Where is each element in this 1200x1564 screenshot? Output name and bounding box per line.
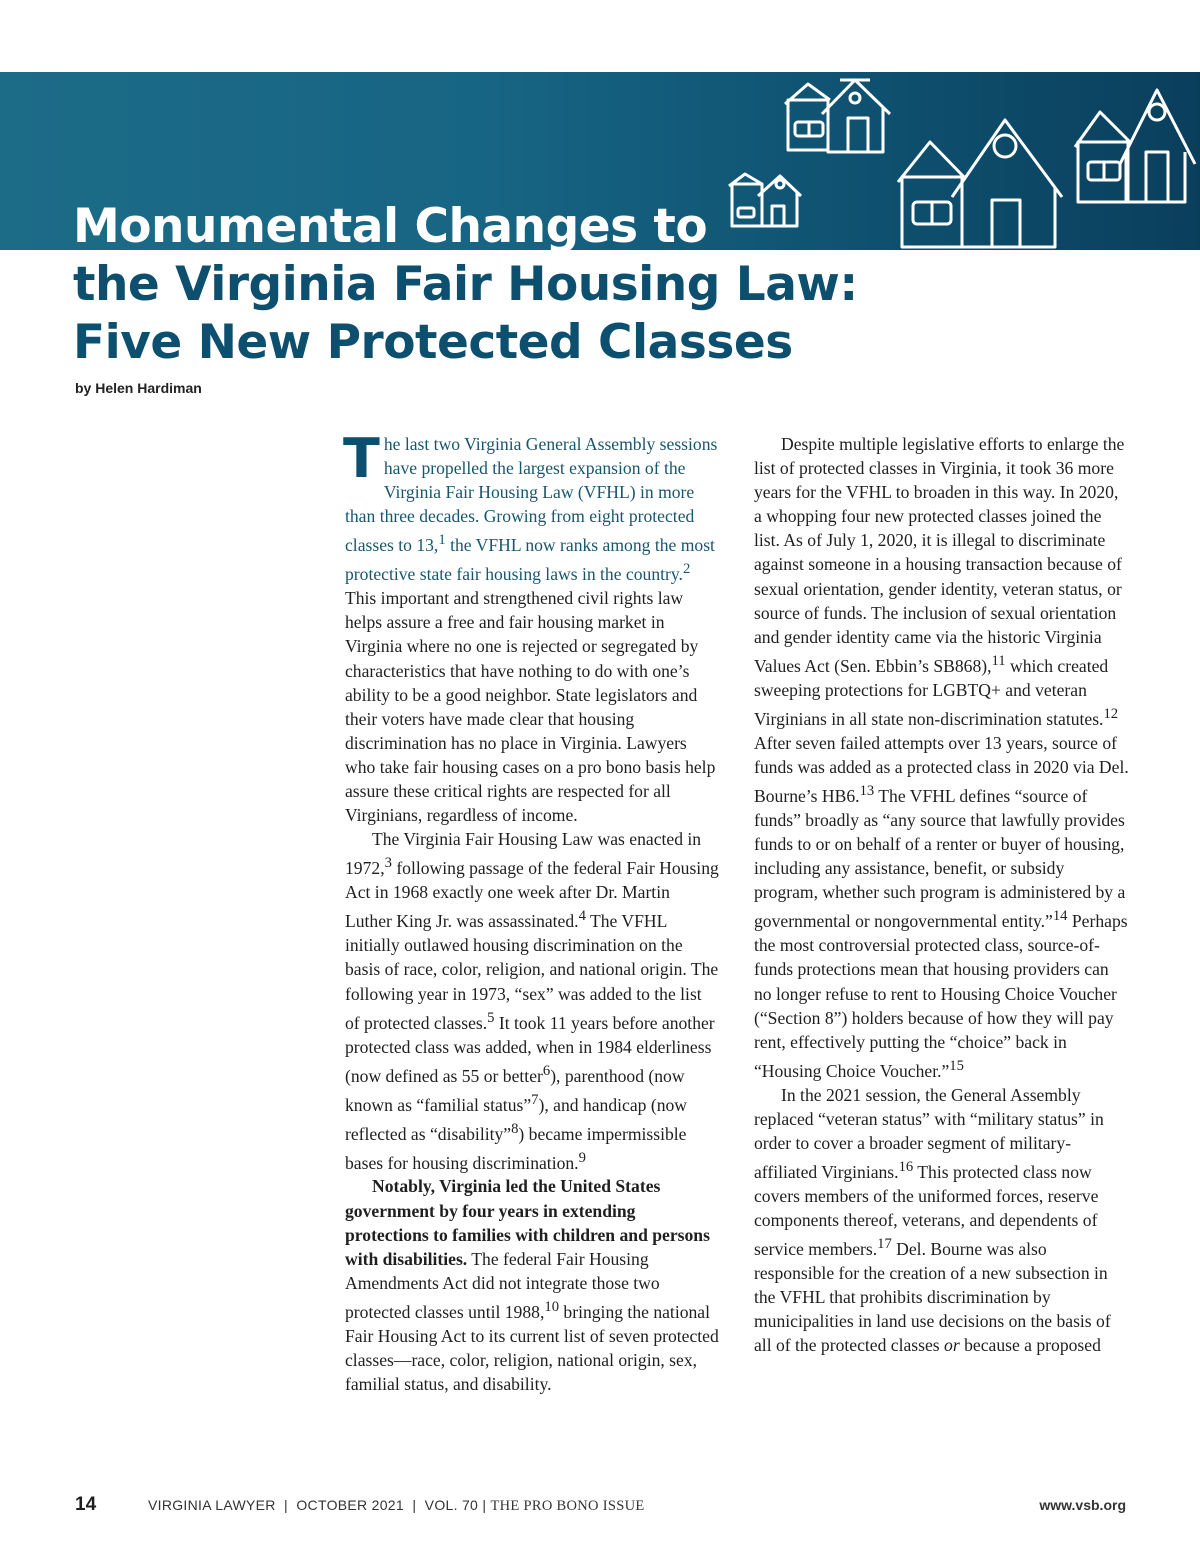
lead-text: he last two Virginia General Assembly sessions have propelled the largest expansion of the Virginia Fair Housing Law (VFHL) in more than three decades. Growing from eight protected classes to 13,$^1$ the VFHL now ranks among the most protective state fair housing laws in the country.$^2$ — [345, 434, 718, 585]
paragraph-1: The last two Virginia General Assembly sessions have propelled the largest expansion of the Virginia Fair Housing Law (VFHL) in more than three decades. Growing from eight protected classes to 13,$^1$ the VFHL now ranks among the most protective state fair housing laws in the country.$^2$ This important and strengthened civil rights law helps assure a free and fair housing market in Virginia where no one is rejected or segregated by characteristics that have nothing to do with one’s ability to be a good neighbor. State legislators and their voters have made clear that housing discrimination has no place in Virginia. Lawyers who take fair housing cases on a pro bono basis help assure these critical rights are respected for all Virginians, regardless of income. — [343, 427, 718, 826]
byline: by Helen Hardiman — [75, 380, 202, 396]
page-footer — [0, 1494, 1200, 1518]
issue-name: THE PRO BONO ISSUE — [490, 1498, 645, 1514]
large-house-icon — [898, 120, 1062, 247]
paragraph-2: The Virginia Fair Housing Law was enacted in 1972,$^3$ following passage of the federal Fair Housing Act in 1968 exactly one week after Dr. Martin Luther King Jr. was assassinated.$^4$ The VFHL initially outlawed housing discrimination on the basis of race, color, religion, and national origin. The following year in 1973, “sex” was added to the list of protected classes.$^5$ It took 11 years before another protected class was added, when in 1984 elderliness (now defined as 55 or better$^6$), parenthood (now known as “familial status”$^7$), and handicap (now reflected as “disability”$^8$) became impermissible bases for housing discrimination.$^9$ — [345, 829, 719, 1173]
right-house-icon — [1075, 90, 1195, 202]
title-line-2: the Virginia Fair Housing Law: — [73, 257, 858, 312]
title-line-3: Five New Protected Classes — [73, 315, 793, 370]
article-column-1 — [343, 427, 720, 1396]
paragraph-4: Despite multiple legislative efforts to enlarge the list of protected classes in Virginia, it took 36 more years for the VFHL to broaden in this way. In 2020, a whopping four new protected classes joined the list. As of July 1, 2020, it is illegal to discriminate against someone in a housing transaction because of sexual orientation, gender identity, veteran status, or source of funds. The inclusion of sexual orientation and gender identity came via the historic Virginia Values Act (Sen. Ebbin’s SB868),$^{11}$ which created sweeping protections for LGBTQ+ and veteran Virginians in all state non-discrimination statutes.$^{12}$ After seven failed attempts over 13 years, source of funds was added as a protected class in 2020 via Del. Bourne’s HB6.13 The VFHL defines “source of funds” broadly as “any source that lawfully provides funds to or on behalf of a renter or buyer of housing, including any assistance, benefit, or subsidy program, whether such program is administered by a governmental or nongovernmental entity.”$^{14}$ Perhaps the most controversial protected class, source-of-funds protections mean that housing providers can no longer refuse to rent to Housing Choice Voucher (“Section 8”) holders because of how they will pay rent, effectively putting the “choice” back in “Housing Choice Voucher.”$^{15}$ — [754, 434, 1129, 1081]
drop-cap: T — [343, 427, 380, 490]
title-line-1: Monumental Changes to — [73, 199, 708, 254]
article-title — [73, 198, 858, 372]
article-column-2 — [754, 432, 1129, 1357]
page-number: 14 — [75, 1494, 97, 1515]
paragraph-5: In the 2021 session, the General Assembly replaced “veteran status” with “military status” in order to cover a broader segment of military-affiliated Virginians.$^{16}$ This protected class now covers members of the uniformed forces, reserve components thereof, veterans, and dependents of service members.$^{17}$ Del. Bourne was also responsible for the creation of a new subsection in the VFHL that prohibits discrimination by municipalities in land use decisions on the basis of all of the protected classes or because a proposed — [754, 1084, 1111, 1356]
medium-house-icon — [785, 80, 890, 152]
paragraph-3: Notably, Virginia led the United States government by four years in extending protections to families with children and persons with disabilities. The federal Fair Housing Amendments Act did not integrate those two protected classes until 1988,10 bringing the national Fair Housing Act to its current list of seven protected classes—race, color, religion, national origin, sex, familial status, and disability. — [345, 1176, 719, 1395]
publication-info: VIRGINIA LAWYER | OCTOBER 2021 | VOL. 70 | THE PRO BONO ISSUE — [148, 1497, 645, 1514]
website-link[interactable]: www.vsb.org — [1039, 1497, 1126, 1513]
